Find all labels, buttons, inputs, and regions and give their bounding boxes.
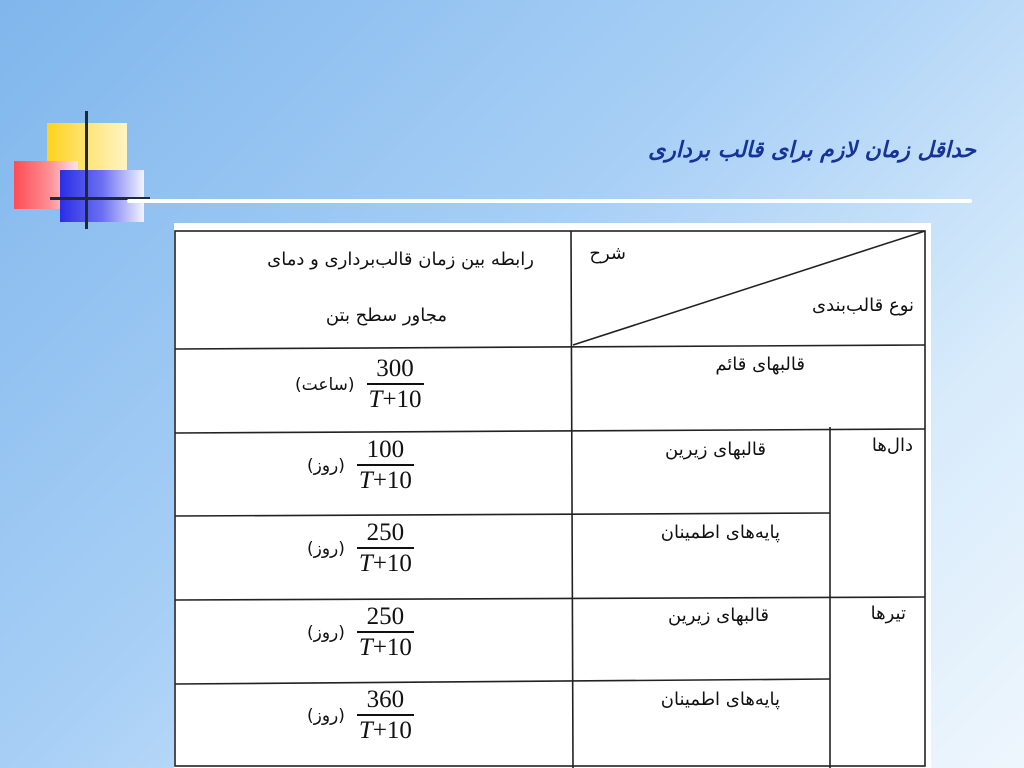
formula-unit: (روز): [307, 705, 345, 726]
row-type-bottom-forms: قالبهای زیرین: [668, 605, 769, 626]
formula-unit: (روز): [307, 622, 345, 643]
formula-numerator: 250: [366, 603, 405, 630]
header-relation-line1: رابطه بین زمان قالب‌برداری و دمای: [267, 249, 534, 270]
formula-variable: T: [358, 716, 373, 744]
formula-slab-shores: [307, 519, 414, 579]
formula-constant: +10: [372, 716, 412, 744]
formula-unit: (ساعت): [295, 374, 355, 395]
formula-variable: T: [368, 385, 383, 413]
formula-vertical-forms: [295, 355, 424, 415]
formula-unit: (روز): [307, 538, 345, 559]
formula-constant: +10: [382, 385, 422, 413]
formula-beam-bottom-forms: [307, 603, 414, 663]
formula-unit: (روز): [307, 455, 345, 476]
decor-vertical-line: [85, 111, 88, 229]
decor-blue-square: [60, 170, 144, 222]
formula-numerator: 100: [366, 436, 405, 463]
formula-numerator: 360: [366, 686, 405, 713]
header-relation-line2: مجاور سطح بتن: [325, 305, 447, 326]
row-category-slabs: دال‌ها: [871, 435, 913, 456]
header-description: شرح: [589, 243, 626, 264]
header-formwork-type: نوع قالب‌بندی: [812, 295, 914, 316]
row-type-shores: پایه‌های اطمینان: [660, 689, 780, 710]
formula-constant: +10: [372, 466, 412, 494]
formula-slab-bottom-forms: [307, 436, 414, 496]
formwork-table: [174, 223, 931, 768]
formula-numerator: 250: [366, 519, 405, 546]
formula-variable: T: [358, 633, 373, 661]
row-type-shores: پایه‌های اطمینان: [660, 522, 780, 543]
formula-constant: +10: [372, 633, 412, 661]
formula-variable: T: [358, 549, 373, 577]
row-type-vertical-forms: قالبهای قائم: [715, 354, 805, 375]
formula-beam-shores: [307, 686, 414, 746]
row-category-beams: تیرها: [870, 603, 906, 624]
formula-constant: +10: [372, 549, 412, 577]
row-type-bottom-forms: قالبهای زیرین: [665, 439, 766, 460]
slide-title: حداقل زمان لازم برای قالب برداری: [648, 138, 976, 163]
title-underline: [127, 199, 972, 203]
formula-variable: T: [358, 466, 373, 494]
formula-numerator: 300: [376, 355, 414, 382]
